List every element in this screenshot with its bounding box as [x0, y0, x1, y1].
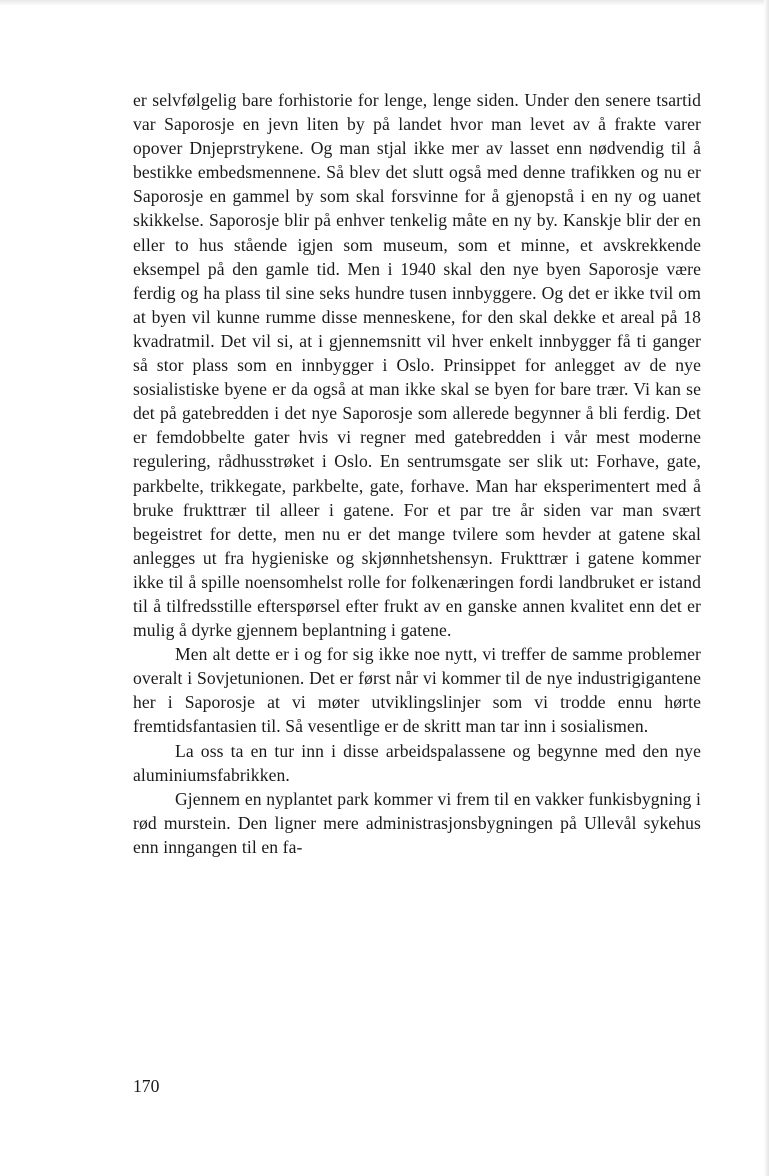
paragraph-1: er selvfølgelig bare forhistorie for lenge, lenge siden. Under den senere tsartid var Saporosje en jevn liten by på landet hvor man levet av å frakte varer opover Dnjeprstrykene. Og man stjal ikke mer av lasset enn nødvendig til å bestikke embedsmennene. Så blev det slutt også med denne trafikken og nu er Saporosje en gammel by som skal forsvinne for å gjenopstå i en ny og uanet skikkelse. Saporosje blir på enhver tenkelig måte en ny by. Kanskje blir der en eller to hus stående igjen som museum, som et minne, et avskrekkende eksempel på den gamle tid. Men i 1940 skal den nye byen Saporosje være ferdig og ha plass til sine seks hundre tusen innbyggere. Og det er ikke tvil om at byen vil kunne rumme disse menneskene, for den skal dekke et areal på 18 kvadratmil. Det vil si, at i gjennemsnitt vil hver enkelt innbygger få ti ganger så stor plass som en innbygger i Oslo. Prinsippet for anlegget av de nye sosialistiske byene er da også at man ikke skal se byen for bare trær. Vi kan se det på gatebredden i det nye Saporosje som allerede begynner å bli ferdig. Det er femdobbelte gater hvis vi regner med gatebredden i vår mest moderne regulering, rådhusstrøket i Oslo. En sentrumsgate ser slik ut: Forhave, gate, parkbelte, trikkegate, parkbelte, gate, forhave. Man har eksperimentert med å bruke frukttrær til alleer i gatene. For et par tre år siden var man svært begeistret for dette, men nu er det mange tvilere som hevder at gatene skal anlegges ut fra hygieniske og skjønnhetshensyn. Frukttrær i gatene kommer ikke til å spille noensomhelst rolle for folkenæringen fordi landbruket er istand til å tilfredsstille efterspørsel efter frukt av en ganske annen kvalitet enn det er mulig å dyrke gjennem beplantning i gatene.	[133, 90, 701, 641]
page-number: 170	[133, 1076, 160, 1096]
paragraph-3: La oss ta en tur inn i disse arbeidspalassene og begynne med den nye aluminiumsfabrikken.	[133, 740, 701, 785]
page-edge-shadow-right	[764, 0, 769, 1176]
body-text	[133, 88, 701, 859]
page-edge-shadow-top	[0, 0, 769, 6]
paragraph-4: Gjennem en nyplantet park kommer vi frem til en vakker funkisbygning i rød murstein. Den ligner mere administrasjonsbygningen på Ullevål sykehus enn inngangen til en fa-	[133, 788, 701, 857]
paragraph-2: Men alt dette er i og for sig ikke noe nytt, vi treffer de samme problemer overalt i Sovjetunionen. Det er først når vi kommer til de nye industrigigantene her i Saporosje at vi møter utviklingslinjer som vi trodde ennu hørte fremtidsfantasien til. Så vesentlige er de skritt man tar inn i sosialismen.	[133, 644, 701, 737]
